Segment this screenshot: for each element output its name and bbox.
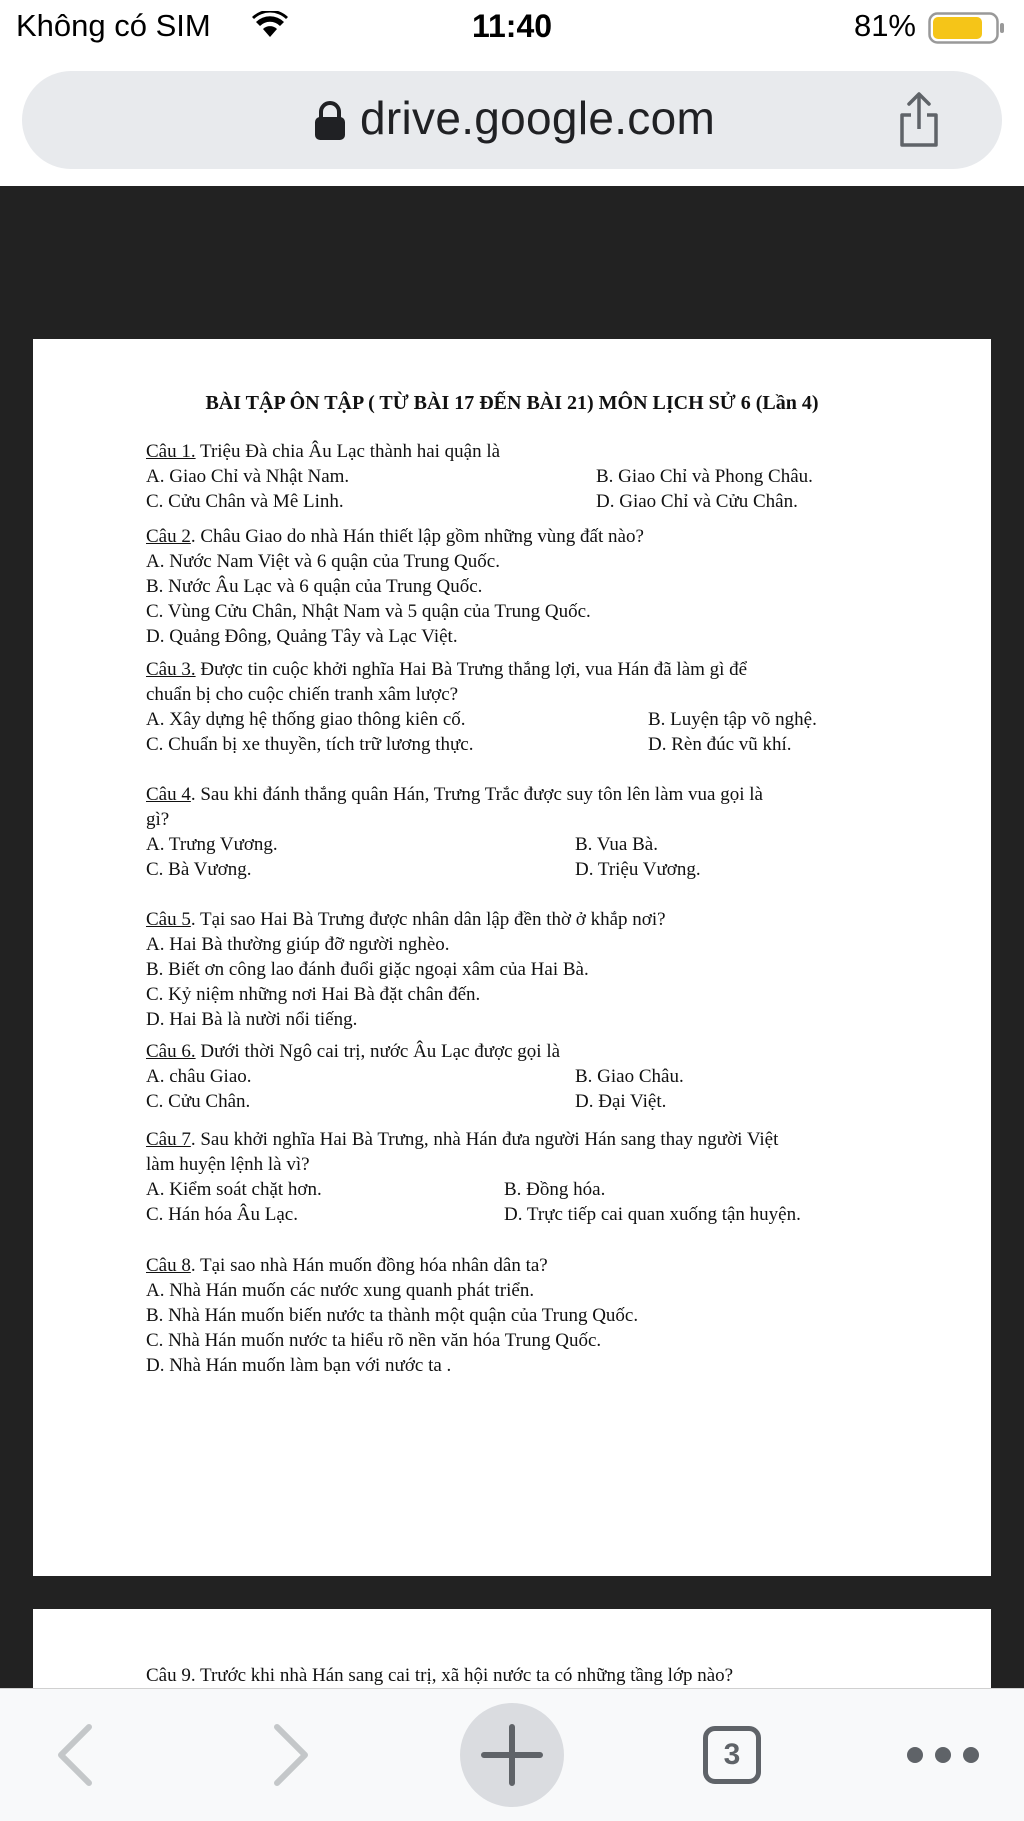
option-c: C. Bà Vương. [146,859,252,880]
option-a: A. châu Giao. [146,1066,252,1087]
option-c: C. Hán hóa Âu Lạc. [146,1204,298,1225]
option-a: A. Nhà Hán muốn các nước xung quanh phát triển. [146,1280,535,1301]
question-text: Dưới thời Ngô cai trị, nước Âu Lạc được gọi là [195,1041,561,1062]
option-b: B. Vua Bà. [575,834,658,855]
plus-icon [480,1723,544,1787]
question-5 [146,907,882,1032]
option-a: A. Hai Bà thường giúp đỡ người nghèo. [146,934,450,955]
question-text: Câu 9. Trước khi nhà Hán sang cai trị, xã hội nước ta có những tầng lớp nào? [146,1665,734,1686]
question-2 [146,524,882,649]
question-label: Câu 3. [146,659,196,680]
option-d: D. Nhà Hán muốn làm bạn với nước ta . [146,1355,452,1376]
new-tab-circle [460,1703,564,1807]
status-bar [0,0,1024,60]
tab-count: 3 [703,1726,761,1784]
option-b: B. Biết ơn công lao đánh đuổi giặc ngoại xâm của Hai Bà. [146,959,589,980]
question-text: . Sau khi đánh thắng quân Hán, Trưng Trắc được suy tôn lên làm vua gọi là [190,784,763,805]
battery-level-fill [933,17,982,39]
lock-icon [312,101,348,141]
bottom-toolbar [0,1688,1024,1821]
question-text: . Sau khởi nghĩa Hai Bà Trưng, nhà Hán đưa người Hán sang thay người Việt [190,1129,779,1150]
option-c: C. Cửu Chân và Mê Linh. [146,491,344,512]
option-c: C. Chuẩn bị xe thuyền, tích trữ lương thực. [146,734,474,755]
option-a: A. Giao Chỉ và Nhật Nam. [146,466,350,487]
option-c: C. Kỷ niệm những nơi Hai Bà đặt chân đến. [146,984,481,1005]
option-d: D. Rèn đúc vũ khí. [648,734,792,755]
question-text: . Châu Giao do nhà Hán thiết lập gồm những vùng đất nào? [190,526,644,547]
option-b: B. Luyện tập võ nghệ. [648,709,817,730]
option-b: B. Giao Chỉ và Phong Châu. [596,466,813,487]
battery-percent: 81% [853,8,916,43]
question-text: Triệu Đà chia Âu Lạc thành hai quận là [195,441,501,462]
option-d: D. Trực tiếp cai quan xuống tận huyện. [504,1204,801,1225]
pdf-viewer[interactable] [0,186,1024,1688]
option-b: B. Nước Âu Lạc và 6 quận của Trung Quốc. [146,576,483,597]
question-text: . Tại sao nhà Hán muốn đồng hóa nhân dân ta? [190,1255,548,1276]
option-d: D. Triệu Vương. [575,859,701,880]
battery-icon [928,12,1006,44]
option-d: D. Quảng Đông, Quảng Tây và Lạc Việt. [146,626,458,647]
forward-button[interactable] [246,1689,336,1821]
question-1 [146,439,882,514]
question-7 [146,1127,882,1227]
question-3 [146,657,882,757]
question-8 [146,1253,882,1378]
clock: 11:40 [471,8,553,44]
option-d: D. Hai Bà là nười nổi tiếng. [146,1009,358,1030]
question-text-continued: làm huyện lệnh là vì? [146,1154,310,1175]
address-bar[interactable] [22,71,1002,169]
share-icon[interactable] [894,91,944,149]
forward-icon [269,1723,313,1787]
question-text-continued: gì? [146,809,170,830]
question-label: Câu 2 [146,526,191,547]
carrier-label: Không có SIM [16,8,211,43]
new-tab-button[interactable] [458,1689,566,1821]
option-a: A. Nước Nam Việt và 6 quận của Trung Quốc. [146,551,500,572]
option-a: A. Xây dựng hệ thống giao thông kiên cố. [146,709,466,730]
question-9 [146,1663,882,1688]
more-menu-button[interactable] [892,1689,994,1821]
option-b: B. Giao Châu. [575,1066,684,1087]
back-button[interactable] [30,1689,120,1821]
option-d: D. Giao Chỉ và Cửu Chân. [596,491,798,512]
tab-switcher-button[interactable] [690,1689,774,1821]
option-c: C. Vùng Cửu Chân, Nhật Nam và 5 quận của Trung Quốc. [146,601,591,622]
more-icon [905,1745,981,1765]
question-label: Câu 7 [146,1129,191,1150]
document-title: BÀI TẬP ÔN TẬP ( TỪ BÀI 17 ĐẾN BÀI 21) MÔN LỊCH SỬ 6 (Lần 4) [205,392,819,414]
url-text[interactable]: drive.google.com [360,92,716,144]
option-a: A. Kiểm soát chặt hơn. [146,1179,322,1200]
back-icon [53,1723,97,1787]
option-a: A. Trưng Vương. [146,834,278,855]
document-page-2 [33,1609,991,1688]
question-label: Câu 6. [146,1041,196,1062]
option-b: B. Đồng hóa. [504,1179,606,1200]
question-text: Được tin cuộc khởi nghĩa Hai Bà Trưng thắng lợi, vua Hán đã làm gì để [195,659,748,680]
question-label: Câu 5 [146,909,191,930]
question-6 [146,1039,882,1114]
address-bar-area [0,60,1024,186]
question-label: Câu 8 [146,1255,191,1276]
document-page-1 [33,339,991,1576]
question-label: Câu 1. [146,441,196,462]
question-label: Câu 4 [146,784,191,805]
option-c: C. Cửu Chân. [146,1091,251,1112]
question-text: . Tại sao Hai Bà Trưng được nhân dân lập đền thờ ở khắp nơi? [190,909,666,930]
option-d: D. Đại Việt. [575,1091,667,1112]
option-b: B. Nhà Hán muốn biến nước ta thành một quận của Trung Quốc. [146,1305,639,1326]
question-4 [146,782,882,882]
option-c: C. Nhà Hán muốn nước ta hiểu rõ nền văn hóa Trung Quốc. [146,1330,602,1351]
question-text-continued: chuẩn bị cho cuộc chiến tranh xâm lược? [146,684,459,705]
